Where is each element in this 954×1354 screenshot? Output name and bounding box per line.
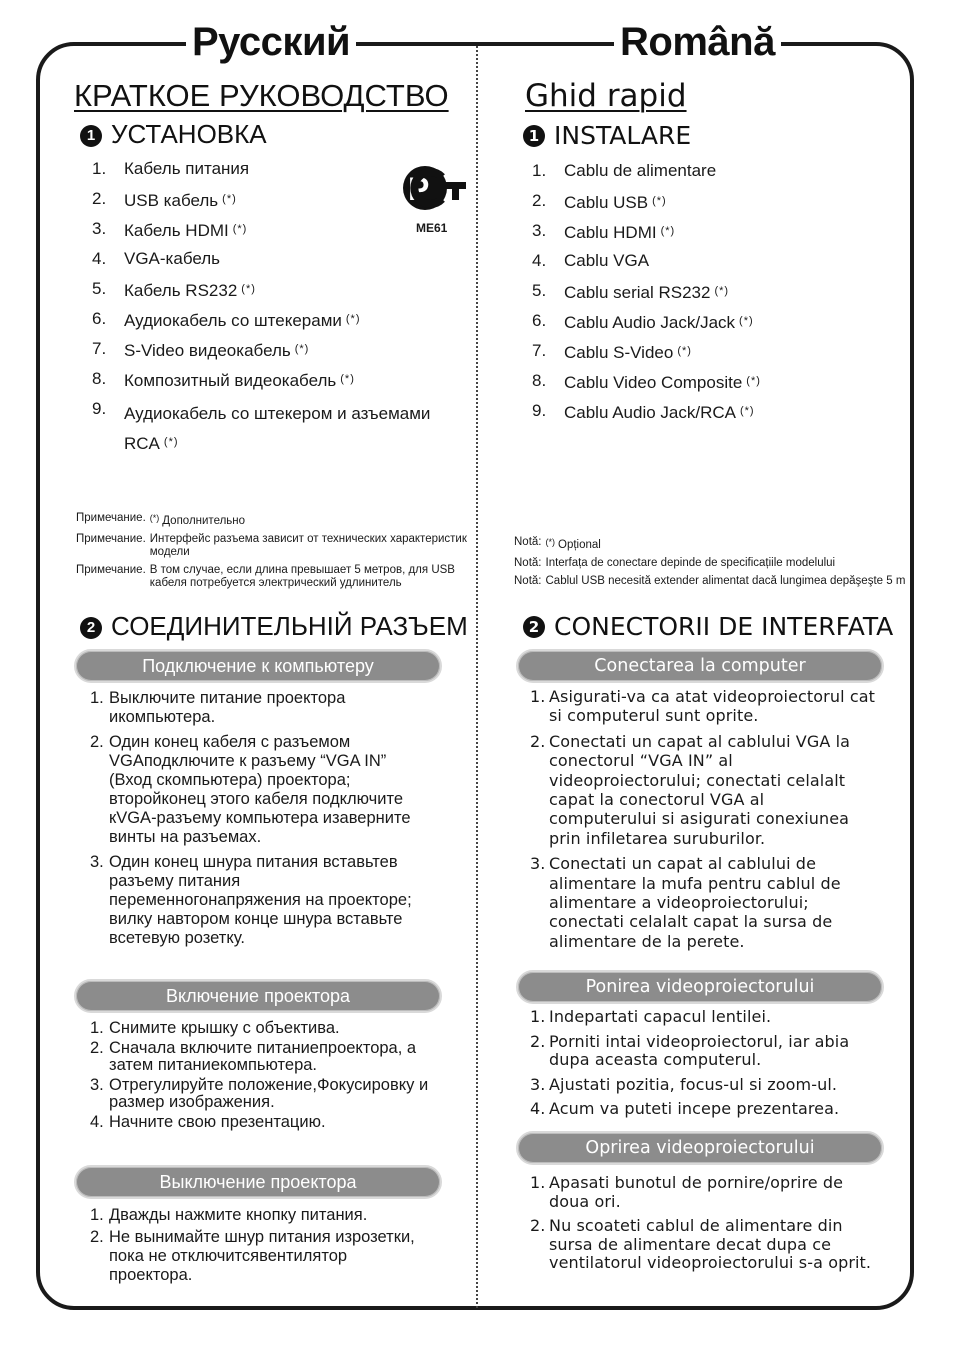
step-item <box>530 1217 875 1273</box>
item-number: 6. <box>532 311 547 330</box>
item-number: 3. <box>92 219 107 238</box>
step-text: Indepartati capacul lentilei. <box>549 1007 772 1026</box>
section-number: 2 <box>80 617 102 639</box>
section-pill-computer: Conectarea la computer <box>516 649 884 683</box>
steps-power-off <box>530 1174 875 1279</box>
step-item <box>530 1100 875 1119</box>
item-number: 9. <box>92 399 107 418</box>
list-item <box>92 369 464 399</box>
step-number: 2. <box>530 731 546 751</box>
connect-heading-text: CONECTORII DE INTERFATA <box>554 612 894 641</box>
item-text <box>124 279 256 309</box>
note-label: Notă: <box>514 536 542 548</box>
list-item <box>532 161 761 191</box>
cable-name: Кабель питания <box>124 159 250 178</box>
cable-name: Cablu serial RS232 <box>564 283 711 302</box>
cable-name: Cablu de alimentare <box>564 161 717 180</box>
step-item <box>90 1077 450 1111</box>
step-item <box>530 1008 875 1027</box>
note <box>514 557 914 570</box>
guide-title: Ghid rapid <box>525 78 687 114</box>
step-text: Porniti intai videoproiectorul, iar abia dupa aceasta computerul. <box>549 1031 850 1069</box>
step-text: Ajustati pozitia, focus-ul si zoom-ul. <box>549 1074 838 1094</box>
step-item <box>530 1033 875 1070</box>
list-item <box>92 309 464 339</box>
note-body <box>150 512 245 528</box>
item-number: 1. <box>532 161 547 180</box>
list-item <box>532 371 761 401</box>
cable-name: Cablu Video Composite <box>564 373 743 392</box>
step-text: Сначала включите питаниепроектора, а затем питаниекомпьютера. <box>109 1039 417 1074</box>
note <box>514 575 914 588</box>
step-text: Asigurati-va ca atat videoproiectorul cat si computerul sunt oprite. <box>549 687 876 726</box>
note <box>76 533 468 559</box>
list-item <box>92 249 464 279</box>
list-item <box>92 339 464 369</box>
item-text <box>124 159 249 189</box>
section-pill-computer: Подключение к компьютеру <box>74 649 442 683</box>
note-text: В том случае, если длина превышает 5 метров, для USB кабеля потребуется электрический удлинитель <box>149 564 455 589</box>
item-number: 8. <box>92 369 107 388</box>
connect-heading <box>523 612 893 641</box>
certification-code: ME61 <box>416 221 448 235</box>
cable-name: USB кабель <box>124 191 219 210</box>
item-text <box>124 219 247 249</box>
item-text <box>124 369 355 399</box>
notes <box>76 512 468 595</box>
optional-mark: (*) <box>677 345 692 357</box>
note <box>76 564 468 590</box>
guide-title: КРАТКОЕ РУКОВОДСТВО <box>74 78 449 113</box>
cable-name: Кабель HDMI <box>124 221 229 240</box>
step-item <box>530 732 875 848</box>
optional-mark: (*) <box>545 537 555 547</box>
list-item <box>92 399 464 457</box>
step-number: 1. <box>530 687 546 706</box>
connect-heading-text: СОЕДИНИТЕЛЬНІЙ РАЗЪЕМ <box>111 611 468 641</box>
note <box>76 512 468 528</box>
item-text <box>124 339 309 369</box>
language-title-romanian: Română <box>614 18 781 66</box>
step-text: Один конец кабеля с разъемом VGAподключите к разъему “VGA IN” (Вход скомпьютера) проектора; второйконец этого кабеля подключите кVGA-разъему компьютера изаверните винты на разъемах. <box>109 733 411 846</box>
step-item <box>530 687 875 726</box>
item-text <box>564 311 754 341</box>
item-number: 7. <box>92 339 107 358</box>
cable-name: Cablu Audio Jack/RCA <box>564 403 736 422</box>
section-number: 1 <box>523 125 545 147</box>
item-number: 4. <box>92 249 107 268</box>
step-number: 3. <box>530 854 546 874</box>
note-text: Интерфейс разъема зависит от технических характеристик модели <box>149 533 467 558</box>
cable-list <box>532 161 761 431</box>
section-pill-power-on: Ponirea videoproiectorului <box>516 970 884 1004</box>
item-number: 2. <box>92 189 107 208</box>
item-text <box>564 221 675 251</box>
optional-mark: (*) <box>345 313 361 325</box>
item-number: 5. <box>92 279 107 298</box>
steps-power-on <box>530 1008 875 1125</box>
note-text: Interfața de conectare depinde de specificațiile modelului <box>545 557 836 569</box>
install-heading-text: INSTALARE <box>554 121 692 150</box>
cable-name: Аудиокабель со штекером и азъемами RCA <box>124 404 431 453</box>
optional-mark: (*) <box>149 513 160 523</box>
notes <box>514 536 914 593</box>
note-text: Opțional <box>558 539 601 551</box>
note-label: Примечание. <box>76 512 146 524</box>
step-item <box>90 853 420 948</box>
cable-name: Cablu S-Video <box>564 343 674 362</box>
item-number: 1. <box>92 159 107 178</box>
pct-certification-icon <box>402 163 468 213</box>
cable-name: S-Video видеокабель <box>124 341 291 360</box>
step-item <box>90 689 420 727</box>
step-number: 2. <box>90 1228 104 1246</box>
section-pill-power-on: Включение проектора <box>74 979 442 1013</box>
optional-mark: (*) <box>714 285 730 297</box>
item-number: 7. <box>532 341 547 360</box>
note-label: Примечание. <box>76 533 146 545</box>
item-number: 5. <box>532 281 547 300</box>
item-text <box>124 309 361 339</box>
step-number: 4. <box>530 1099 546 1118</box>
steps-power-on <box>90 1020 450 1134</box>
step-text: Выключите питание проектора икомпьютера. <box>109 689 346 726</box>
optional-mark: (*) <box>739 315 754 327</box>
step-number: 1. <box>530 1007 546 1026</box>
item-text <box>564 341 692 371</box>
step-text: Начните свою презентацию. <box>109 1113 326 1131</box>
install-heading-text: УСТАНОВКА <box>111 119 267 149</box>
item-text <box>564 371 761 401</box>
language-title-russian: Русский <box>186 18 356 66</box>
section-pill-power-off: Выключение проектора <box>74 1165 442 1199</box>
optional-mark: (*) <box>241 283 256 295</box>
cable-name: Cablu HDMI <box>564 223 657 242</box>
note-body <box>546 557 836 570</box>
step-text: Conectati un capat al cablului VGA la conectorul “VGA IN” al videoproiectorului; conectati celalalt capat la conectorul VGA al computerului si asigurati conexiunea prin infiletarea suruburilor. <box>549 731 851 848</box>
step-text: Apasati bunotul de pornire/oprire de doua ori. <box>549 1173 844 1211</box>
cable-name: Композитный видеокабель <box>124 371 337 390</box>
step-number: 2. <box>530 1216 546 1235</box>
section-number: 1 <box>80 125 102 147</box>
install-heading <box>523 121 691 150</box>
step-item <box>90 1020 450 1037</box>
item-number: 6. <box>92 309 107 328</box>
note-label: Примечание. <box>76 564 146 576</box>
step-number: 3. <box>530 1074 546 1094</box>
item-text <box>124 189 237 219</box>
step-text: Conectati un capat al cablului de alimentare la mufa pentru cablul de alimentare a videoproiectorului; conectati celalalt capat la sursa de alimentare de la perete. <box>549 854 841 951</box>
optional-mark: (*) <box>222 193 237 205</box>
item-text <box>124 399 464 457</box>
step-text: Снимите крышку с объектива. <box>109 1019 340 1037</box>
cable-name: Cablu Audio Jack/Jack <box>564 313 736 332</box>
step-number: 1. <box>90 1019 104 1037</box>
item-text <box>564 191 667 221</box>
optional-mark: (*) <box>652 195 667 207</box>
list-item <box>532 191 761 221</box>
column-divider <box>476 46 478 1308</box>
svg-text:Р: Р <box>408 171 430 207</box>
note-text: Cablul USB necesită extender alimentat dacă lungimea depăşeşte 5 m <box>545 575 906 587</box>
item-number: 8. <box>532 371 547 390</box>
note <box>514 536 914 552</box>
list-item <box>92 279 464 309</box>
step-item <box>90 1228 420 1285</box>
note-label: Notă: <box>514 557 542 569</box>
step-number: 1. <box>530 1173 546 1192</box>
step-number: 3. <box>90 1076 104 1094</box>
steps-power-off <box>90 1206 420 1288</box>
item-number: 4. <box>532 251 547 270</box>
step-item <box>90 733 420 847</box>
step-item <box>90 1040 450 1074</box>
step-number: 1. <box>90 689 104 707</box>
step-number: 2. <box>530 1031 546 1051</box>
connect-heading <box>80 611 468 642</box>
section-pill-power-off: Oprirea videoproiectorului <box>516 1131 884 1165</box>
item-text <box>564 401 755 431</box>
step-number: 3. <box>90 853 104 871</box>
list-item <box>532 341 761 371</box>
list-item <box>532 281 761 311</box>
step-number: 2. <box>90 733 104 751</box>
step-number: 1. <box>90 1206 104 1224</box>
optional-mark: (*) <box>660 225 676 237</box>
step-item <box>90 1114 450 1131</box>
cable-name: Cablu USB <box>564 193 649 212</box>
item-text <box>564 281 729 311</box>
optional-mark: (*) <box>739 405 755 417</box>
steps-computer <box>90 689 420 954</box>
note-body <box>546 575 906 588</box>
item-text <box>564 251 649 281</box>
step-item <box>530 1076 875 1095</box>
step-text: Дважды нажмите кнопку питания. <box>109 1206 368 1224</box>
step-number: 2. <box>90 1039 104 1057</box>
step-text: Отрегулируйте положение,Фокусировку и размер изображения. <box>109 1076 429 1111</box>
list-item <box>532 251 761 281</box>
list-item <box>532 311 761 341</box>
item-number: 9. <box>532 401 547 420</box>
item-number: 2. <box>532 191 547 210</box>
optional-mark: (*) <box>232 223 248 235</box>
note-body <box>150 564 468 590</box>
optional-mark: (*) <box>746 375 761 387</box>
optional-mark: (*) <box>294 343 310 355</box>
step-item <box>90 1206 420 1225</box>
note-body <box>546 536 601 552</box>
item-text <box>564 161 716 191</box>
note-body <box>150 533 468 559</box>
cable-name: Cablu VGA <box>564 251 650 270</box>
list-item <box>532 401 761 431</box>
item-number: 3. <box>532 221 547 240</box>
step-text: Acum va puteti incepe prezentarea. <box>549 1099 840 1118</box>
step-text: Nu scoateti cablul de alimentare din sursa de alimentare decat dupa ce ventilatorul videoproiectorului s-a oprit. <box>549 1216 872 1272</box>
optional-mark: (*) <box>340 373 355 385</box>
install-heading <box>80 119 267 150</box>
step-text: Один конец шнура питания вставьтев разъему питания переменногонапряжения на проекторе; вилку навтором конце шнура вставьте всетевую розетку. <box>109 853 412 947</box>
cable-name: VGA-кабель <box>124 249 221 268</box>
item-text <box>124 249 220 279</box>
optional-mark: (*) <box>163 436 179 448</box>
note-label: Notă: <box>514 575 542 587</box>
note-text: Дополнительно <box>162 515 246 527</box>
step-item <box>530 854 875 951</box>
step-number: 4. <box>90 1113 104 1131</box>
list-item <box>532 221 761 251</box>
step-item <box>530 1174 875 1211</box>
section-number: 2 <box>523 616 545 638</box>
step-text: Не вынимайте шнур питания изрозетки, пока не отключитсявентилятор проектора. <box>109 1228 415 1284</box>
list-item <box>92 219 464 249</box>
cable-name: Кабель RS232 <box>124 281 238 300</box>
cable-name: Аудиокабель со штекерами <box>124 311 342 330</box>
steps-computer <box>530 687 875 957</box>
